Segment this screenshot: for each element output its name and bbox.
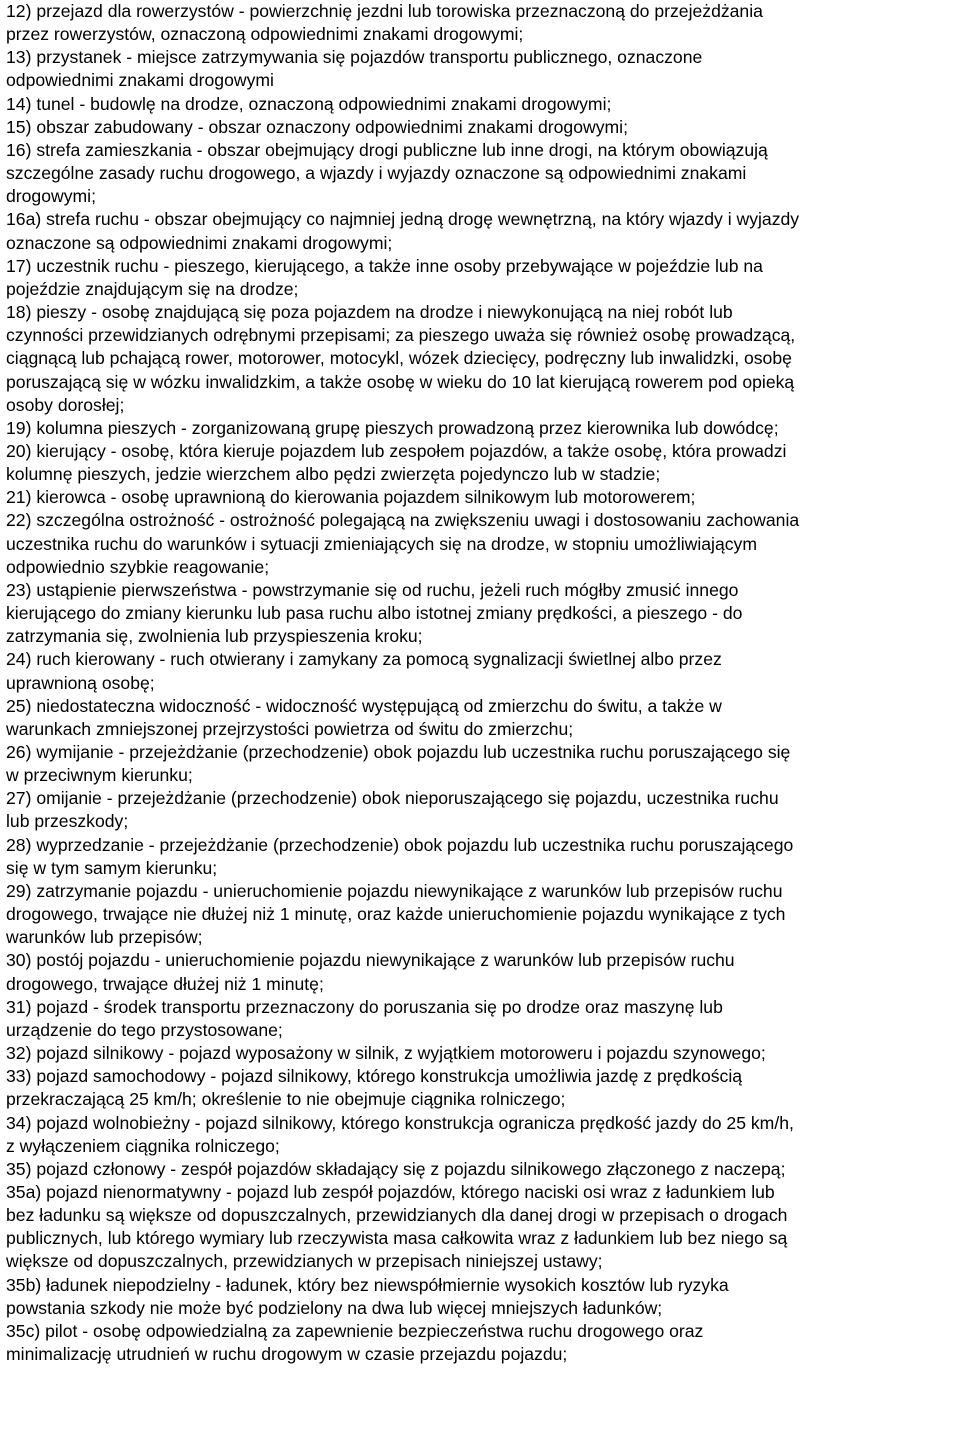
definition-item-12	[6, 0, 958, 46]
text-line: ciągnącą lub pchającą rower, motorower, motocykl, wózek dziecięcy, podręczny lub inwalidzki, osobę	[6, 348, 792, 369]
text-line: 12) przejazd dla rowerzystów - powierzchnię jezdni lub torowiska przeznaczoną do przejeżdżania	[6, 1, 763, 21]
text-line: się w tym samym kierunku;	[6, 857, 218, 878]
text-line: minimalizację utrudnień w ruchu drogowym w czasie przejazdu pojazdu;	[6, 1344, 568, 1365]
definition-item-18	[6, 301, 958, 417]
definition-item-21	[6, 486, 958, 509]
definition-item-29	[6, 880, 958, 949]
text-line: kierującego do zmiany kierunku lub pasa ruchu albo istotnej zmiany prędkości, a pieszego - do	[6, 603, 743, 624]
text-line: 31) pojazd - środek transportu przeznaczony do poruszania się po drodze oraz maszynę lub	[6, 996, 723, 1017]
text-line: kolumnę pieszych, jedzie wierzchem albo pędzi zwierzęta pojedynczo lub w stadzie;	[6, 464, 661, 485]
text-line: 32) pojazd silnikowy - pojazd wyposażony w silnik, z wyjątkiem motoroweru i pojazdu szynowego;	[6, 1043, 766, 1064]
text-line: 22) szczególna ostrożność - ostrożność polegającą na zwiększeniu uwagi i dostosowaniu zachowania	[6, 510, 800, 531]
text-line: publicznych, lub którego wymiary lub rzeczywista masa całkowita wraz z ładunkiem lub bez niego są	[6, 1228, 788, 1249]
text-line: przez rowerzystów, oznaczoną odpowiednimi znakami drogowymi;	[6, 24, 524, 45]
document-page	[6, 0, 958, 1366]
text-line: odpowiednio szybkie reagowanie;	[6, 556, 270, 577]
text-line: 20) kierujący - osobę, która kieruje pojazdem lub zespołem pojazdów, a także osobę, która prowadzi	[6, 440, 787, 461]
text-line: bez ładunku są większe od dopuszczalnych, przewidzianych dla danej drogi w przepisach o drogach	[6, 1205, 788, 1226]
definition-item-20	[6, 440, 958, 486]
text-line: szczególne zasady ruchu drogowego, a wjazdy i wyjazdy oznaczone są odpowiednimi znakami	[6, 163, 747, 184]
text-line: 35) pojazd członowy - zespół pojazdów składający się z pojazdu silnikowego złączonego z naczepą;	[6, 1158, 786, 1179]
definition-item-28	[6, 834, 958, 880]
definition-item-34	[6, 1112, 958, 1158]
definition-item-35a	[6, 1181, 958, 1274]
definition-item-31	[6, 996, 958, 1042]
text-line: 24) ruch kierowany - ruch otwierany i zamykany za pomocą sygnalizacji świetlnej albo przez	[6, 649, 722, 670]
text-line: z wyłączeniem ciągnika rolniczego;	[6, 1135, 280, 1156]
text-line: 29) zatrzymanie pojazdu - unieruchomienie pojazdu niewynikające z warunków lub przepisów ruchu	[6, 880, 783, 901]
definition-item-24	[6, 648, 958, 694]
text-line: urządzenie do tego przystosowane;	[6, 1019, 283, 1040]
text-line: zatrzymania się, zwolnienia lub przyspieszenia kroku;	[6, 626, 423, 647]
text-line: drogowego, trwające nie dłużej niż 1 minutę, oraz każde unieruchomienie pojazdu wynikające z tych	[6, 904, 786, 925]
text-line: 27) omijanie - przejeżdżanie (przechodzenie) obok nieporuszającego się pojazdu, uczestnika ruchu	[6, 788, 779, 809]
definition-item-16a	[6, 208, 958, 254]
definition-item-17	[6, 255, 958, 301]
definition-item-35b	[6, 1274, 958, 1320]
definition-item-26	[6, 741, 958, 787]
text-line: 35b) ładunek niepodzielny - ładunek, który bez niewspółmiernie wysokich kosztów lub ryzyka	[6, 1274, 729, 1295]
text-line: pojeździe znajdującym się na drodze;	[6, 278, 299, 299]
text-line: poruszającą się w wózku inwalidzkim, a także osobę w wieku do 10 lat kierującą rowerem pod opieką	[6, 371, 795, 392]
text-line: powstania szkody nie może być podzielony na dwa lub więcej mniejszych ładunków;	[6, 1297, 663, 1318]
definition-item-14	[6, 93, 958, 116]
definition-item-30	[6, 949, 958, 995]
text-line: 16a) strefa ruchu - obszar obejmujący co najmniej jedną drogę wewnętrzną, na który wjazdy i wyjazdy	[6, 209, 800, 230]
text-line: 33) pojazd samochodowy - pojazd silnikowy, którego konstrukcja umożliwia jazdę z prędkością	[6, 1066, 743, 1087]
text-line: osoby dorosłej;	[6, 394, 125, 415]
definition-item-15	[6, 116, 958, 139]
text-line: 28) wyprzedzanie - przejeżdżanie (przechodzenie) obok pojazdu lub uczestnika ruchu poruszającego	[6, 834, 794, 855]
text-line: przekraczającą 25 km/h; określenie to nie obejmuje ciągnika rolniczego;	[6, 1089, 566, 1110]
text-line: drogowymi;	[6, 186, 96, 207]
text-line: uczestnika ruchu do warunków i sytuacji zmieniających się na drodze, w stopniu umożliwiającym	[6, 533, 757, 554]
definition-item-35c	[6, 1320, 958, 1366]
text-line: 25) niedostateczna widoczność - widoczność występującą od zmierzchu do świtu, a także w	[6, 695, 722, 716]
text-line: uprawnioną osobę;	[6, 672, 155, 693]
text-line: czynności przewidzianych odrębnymi przepisami; za pieszego uważa się również osobę prowadzącą,	[6, 325, 796, 346]
text-line: odpowiednimi znakami drogowymi	[6, 70, 274, 91]
text-line: oznaczone są odpowiednimi znakami drogowymi;	[6, 232, 393, 253]
text-line: drogowego, trwające dłużej niż 1 minutę;	[6, 973, 324, 994]
text-line: 13) przystanek - miejsce zatrzymywania się pojazdów transportu publicznego, oznaczone	[6, 47, 703, 68]
definition-item-13	[6, 46, 958, 92]
definition-item-25	[6, 695, 958, 741]
definition-item-23	[6, 579, 958, 648]
text-line: w przeciwnym kierunku;	[6, 765, 193, 786]
definition-item-16	[6, 139, 958, 208]
text-line: 15) obszar zabudowany - obszar oznaczony odpowiednimi znakami drogowymi;	[6, 116, 628, 137]
definition-item-19	[6, 417, 958, 440]
text-line: 23) ustąpienie pierwszeństwa - powstrzymanie się od ruchu, jeżeli ruch mógłby zmusić innego	[6, 579, 739, 600]
text-line: 35c) pilot - osobę odpowiedzialną za zapewnienie bezpieczeństwa ruchu drogowego oraz	[6, 1320, 704, 1341]
text-line: 16) strefa zamieszkania - obszar obejmujący drogi publiczne lub inne drogi, na którym obowiązują	[6, 139, 768, 160]
text-line: 34) pojazd wolnobieżny - pojazd silnikowy, którego konstrukcja ogranicza prędkość jazdy do 25 km/h,	[6, 1112, 794, 1133]
text-line: 35a) pojazd nienormatywny - pojazd lub zespół pojazdów, którego naciski osi wraz z ładunkiem lub	[6, 1181, 775, 1202]
definition-item-33	[6, 1065, 958, 1111]
text-line: 21) kierowca - osobę uprawnioną do kierowania pojazdem silnikowym lub motorowerem;	[6, 487, 696, 508]
text-line: 19) kolumna pieszych - zorganizowaną grupę pieszych prowadzoną przez kierownika lub dowódcę;	[6, 417, 779, 438]
text-line: 26) wymijanie - przejeżdżanie (przechodzenie) obok pojazdu lub uczestnika ruchu poruszającego się	[6, 742, 791, 762]
text-line: 30) postój pojazdu - unieruchomienie pojazdu niewynikające z warunków lub przepisów ruchu	[6, 950, 735, 971]
text-line: 18) pieszy - osobę znajdującą się poza pojazdem na drodze i niewykonującą na niej robót lub	[6, 302, 733, 323]
definition-item-22	[6, 509, 958, 578]
definition-item-35	[6, 1158, 958, 1181]
text-line: większe od dopuszczalnych, przewidzianych w przepisach niniejszej ustawy;	[6, 1251, 603, 1272]
text-line: warunków lub przepisów;	[6, 927, 203, 948]
text-line: warunkach zmniejszonej przejrzystości powietrza od świtu do zmierzchu;	[6, 718, 574, 739]
text-line: 14) tunel - budowlę na drodze, oznaczoną odpowiednimi znakami drogowymi;	[6, 93, 612, 114]
text-line: lub przeszkody;	[6, 811, 129, 832]
definition-item-32	[6, 1042, 958, 1065]
text-line: 17) uczestnik ruchu - pieszego, kierującego, a także inne osoby przebywające w pojeździe lub na	[6, 255, 763, 276]
definition-item-27	[6, 787, 958, 833]
